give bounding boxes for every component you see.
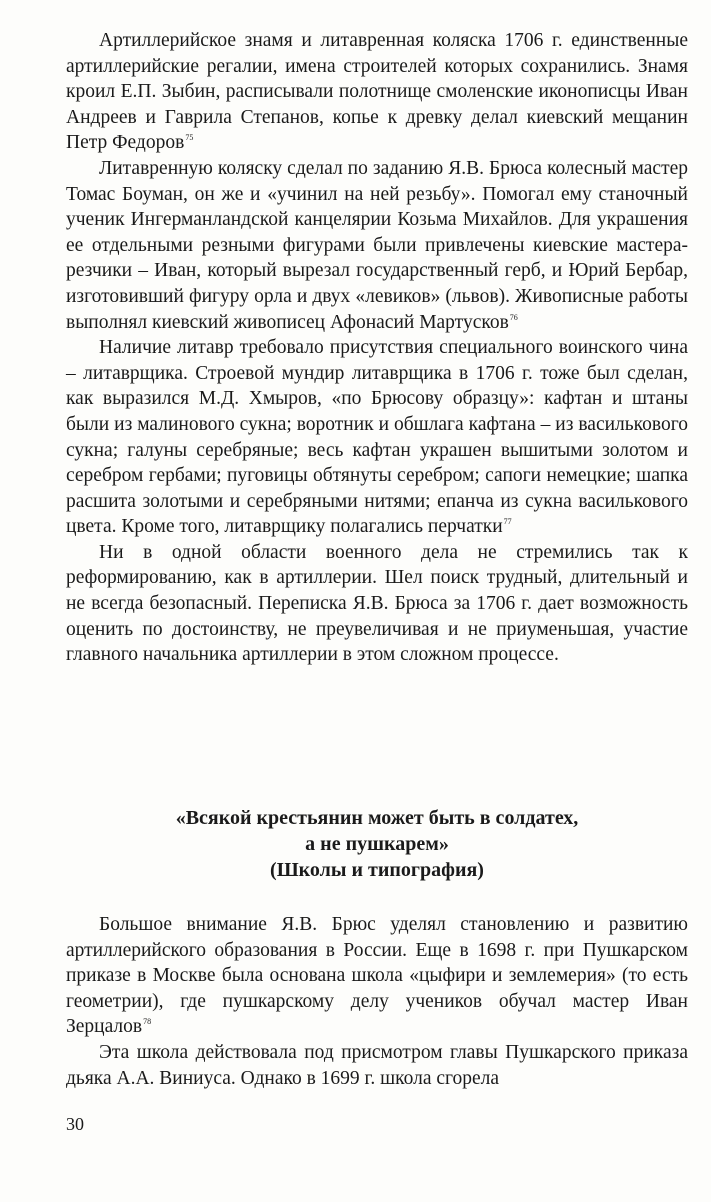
heading-line-3: (Школы и типография) <box>270 859 484 881</box>
footnote-ref-76[interactable]: 76 <box>509 312 518 322</box>
footnote-ref-75[interactable]: 75 <box>185 133 194 143</box>
page-number: 30 <box>66 1114 84 1134</box>
heading-line-2: а не пушкарем» <box>305 833 449 855</box>
paragraph-school-supervision: Эта школа действовала под присмотром главы Пушкарского приказа дьяка А.А. Виниуса. Однако в 1699 г. школа сгорела <box>66 1041 688 1089</box>
footnote-ref-78[interactable]: 78 <box>143 1017 152 1027</box>
text-section-top <box>66 28 688 668</box>
paragraph-artillery-reform: Ни в одной области военного дела не стремились так к реформированию, как в артиллерии. Шел поиск трудный, длительный и не всегда безопасный. Переписка Я.В. Брюса за 1706 г. дает возможность оценить по достоинству, не преувеличивая и не приуменьшая, участие главного начальника артиллерии в этом сложном процессе. <box>66 541 688 666</box>
text-section-bottom <box>66 912 688 1091</box>
heading-line-1: «Всякой крестьянин может быть в солдатех, <box>175 807 579 829</box>
paragraph-artillery-education: Большое внимание Я.В. Брюс уделял становлению и развитию артиллерийского образования в России. Еще в 1698 г. при Пушкарском приказе в Москве была основана школа «цыфири и землемерия» (то есть геометрии), где пушкарскому делу учеников обучал мастер Иван Зерцалов$^{78}$ <box>66 914 688 1038</box>
section-heading <box>66 805 688 883</box>
paragraph-banner-and-carriage: Артиллерийское знамя и литавренная коляска 1706 г. единственные артиллерийские регалии, имена строителей которых сохранились. Знамя кроил Е.П. Зыбин, расписывали полотнище смоленские иконописцы Иван Андреев и Гаврила Степанов, копье к древку делал киевский мещанин Петр Федоров$^{75}$ <box>66 30 688 154</box>
footnote-ref-77[interactable]: 77 <box>503 517 512 527</box>
paragraph-carriage-makers: Литавренную коляску сделал по заданию Я.В. Брюса колесный мастер Томас Боуман, он же и «учинил на ней резьбу». Помогал ему станочный ученик Ингерманландской канцелярии Козьма Михайлов. Для украшения ее отдельными резными фигурами были привлечены киевские мастера-резчики – Иван, который вырезал государственный герб, и Юрий Бербар, изготовивший фигуру орла и двух «левиков» (львов). Живописные работы выполнял киевский живописец Афонасий Мартусков$^{76}$ <box>66 157 688 333</box>
paragraph-timpanist-uniform: Наличие литавр требовало присутствия специального воинского чина – литаврщика. Строевой мундир литаврщика в 1706 г. тоже был сделан, как выразился М.Д. Хмыров, «по Брюсову образцу»: кафтан и штаны были из малинового сукна; воротник и обшлага кафтана – из василькового сукна; галуны серебряные; весь кафтан украшен вышитыми золотом и серебром гербами; пуговицы обтянуты серебром; сапоги немецкие; шапка расшита золотыми и серебряными нитями; епанча из сукна василькового цвета. Кроме того, литаврщику полагались перчатки$^{77}$ <box>66 337 688 538</box>
